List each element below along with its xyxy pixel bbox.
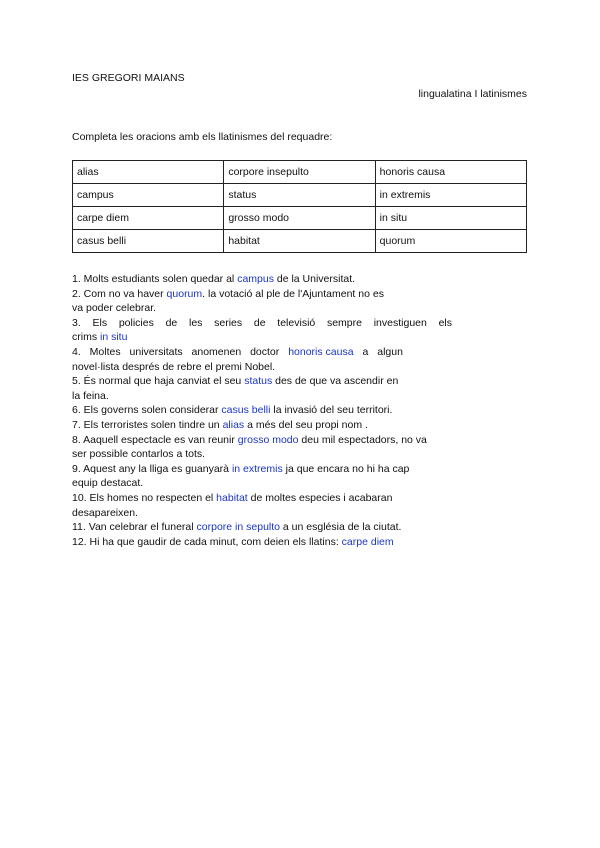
sentence-2-cont [72,301,452,316]
sentence-text: 12. Hi ha que gaudir de cada minut, com deien els llatins: [72,535,342,548]
sentence-4-cont [72,360,452,375]
sentence-text: 5. És normal que haja canviat el seu [72,375,245,388]
sentence-text: ser possible contarlos a tots. [72,448,206,461]
table-cell: casus belli [73,230,224,253]
sentence-text: 2. Com no va haver [72,287,167,300]
sentence-1 [72,272,452,287]
table-row [73,161,527,184]
answer: corpore in sepulto [196,521,280,534]
table-cell: corpore insepulto [224,161,375,184]
answer: campus [237,273,274,285]
sentence-10-cont [72,506,452,521]
sentence-2 [72,287,452,302]
answer: honoris causa [288,345,354,358]
table-row [73,184,527,207]
sentence-text: novel·lista després de rebre el premi Nobel. [72,360,276,373]
table-cell: quorum [375,230,526,253]
answer: in extremis [231,462,283,475]
sentence-text: de moltes especies i acabaran [247,491,393,504]
sentence-6 [72,403,452,418]
latinisms-table [72,160,527,253]
sentence-text: la feina. [72,389,109,402]
sentence-4 [72,345,452,360]
sentence-5-cont [72,389,452,404]
sentence-text: la invasió del seu territori. [270,404,393,417]
sentence-text: va poder celebrar. [72,302,157,315]
sentence-5 [72,374,452,389]
sentence-text: 1. Molts estudiants solen quedar al [72,273,238,285]
sentence-text: 7. Els terroristes solen tindre un [72,418,223,431]
sentence-8-cont [72,447,452,462]
answer: in situ [100,331,128,344]
sentence-text: de la Universitat. [273,273,356,285]
answer: alias [222,418,245,431]
sentence-text: des de que va ascendir en [272,375,399,388]
sentence-text: 3. Els policies de les series de televisió sempre investiguen els [72,316,452,329]
answer: casus belli [221,404,271,417]
school-name: IES GREGORI MAIANS [72,72,185,84]
table-cell: honoris causa [375,161,526,184]
site-name: lingualatina I latinismes [418,88,527,100]
sentence-9-cont [72,476,452,491]
answer: habitat [216,491,248,504]
sentence-text: 6. Els governs solen considerar [72,404,222,417]
sentence-text: desapareixen. [72,506,138,519]
sentence-text: crims [72,331,100,344]
sentence-text: deu mil espectadors, no va [298,433,427,446]
sentence-11 [72,520,452,535]
sentence-9 [72,462,452,477]
instructions: Completa les oracions amb els llatinismes del requadre: [72,131,333,143]
table-cell: status [224,184,375,207]
table-row [73,230,527,253]
table-cell: habitat [224,230,375,253]
table-cell: in situ [375,207,526,230]
sentence-12 [72,535,452,550]
sentence-text: . la votació al ple de l'Ajuntament no es [202,287,384,300]
sentence-text: 9. Aquest any la lliga es guanyarà [72,462,232,475]
sentence-text: 4. Moltes universitats anomenen doctor [72,345,289,358]
sentence-3 [72,316,452,331]
sentence-text: a algun [353,345,403,358]
sentence-text: 10. Els homes no respecten el [72,491,217,504]
answer: grosso modo [237,433,299,446]
sentence-text: 8. Aaquell espectacle es van reunir [72,433,238,446]
table-cell: grosso modo [224,207,375,230]
sentence-10 [72,491,452,506]
sentence-text: a un església de la ciutat. [280,521,402,534]
sentence-text: 11. Van celebrar el funeral [72,521,197,534]
answer: carpe diem [341,535,394,548]
table-cell: alias [73,161,224,184]
table-row [73,207,527,230]
sentence-text: a més del seu propi nom . [244,418,368,431]
answer: quorum [166,287,203,300]
sentence-7 [72,418,452,433]
sentence-text: ja que encara no hi ha cap [282,462,410,475]
table-cell: carpe diem [73,207,224,230]
answer: status [244,375,273,388]
table-cell: in extremis [375,184,526,207]
sentence-list [72,272,452,549]
sentence-3-cont [72,330,452,345]
table-cell: campus [73,184,224,207]
sentence-8 [72,433,452,448]
sentence-text: equip destacat. [72,477,144,490]
